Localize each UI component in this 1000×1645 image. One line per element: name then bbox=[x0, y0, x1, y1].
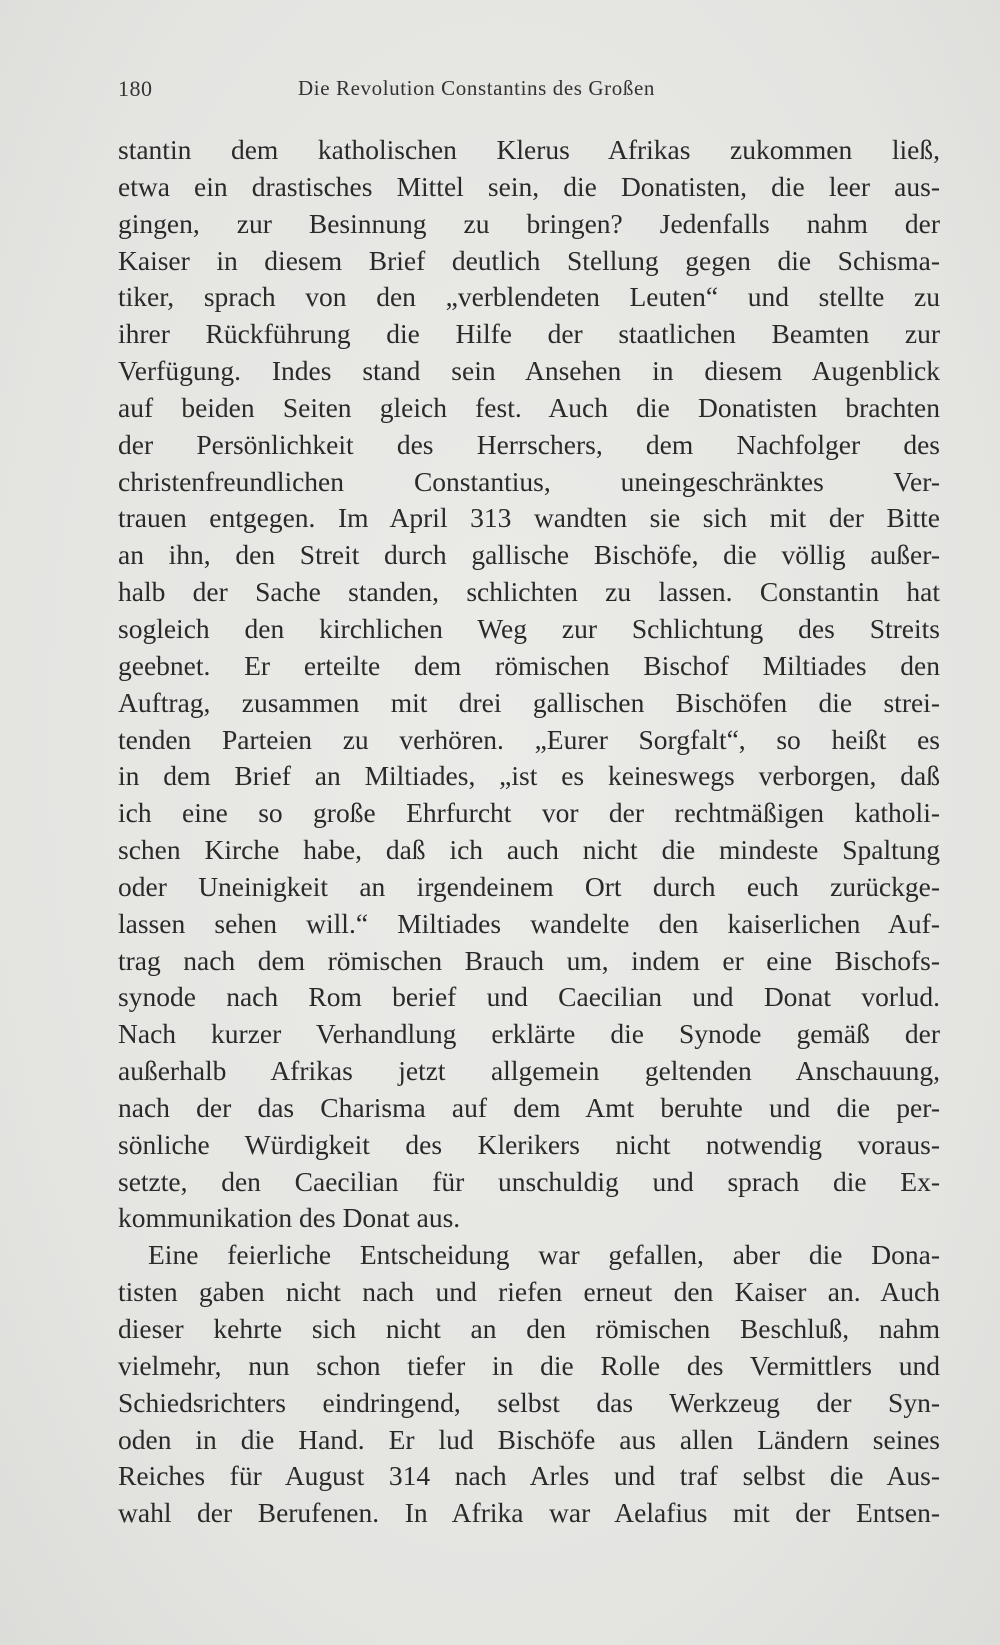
text-line: auf beiden Seiten gleich fest. Auch die Donatisten brachten bbox=[118, 391, 940, 423]
text-line: Reiches für August 314 nach Arles und traf selbst die Aus- bbox=[118, 1460, 940, 1492]
text-line: gingen, zur Besinnung zu bringen? Jedenfalls nahm der bbox=[118, 207, 940, 239]
running-title: Die Revolution Constantins des Großen bbox=[298, 76, 655, 100]
text-line: stantin dem katholischen Klerus Afrikas zukommen ließ, bbox=[118, 134, 940, 165]
text-line: synode nach Rom berief und Caecilian und Donat vorlud. bbox=[118, 981, 940, 1013]
text-line: Kaiser in diesem Brief deutlich Stellung gegen die Schisma- bbox=[118, 244, 940, 276]
text-line: der Persönlichkeit des Herrschers, dem Nachfolger des bbox=[118, 428, 940, 460]
text-line: setzte, den Caecilian für unschuldig und sprach die Ex- bbox=[118, 1165, 940, 1197]
text-line: trag nach dem römischen Brauch um, indem er eine Bischofs- bbox=[118, 944, 940, 976]
text-line: trauen entgegen. Im April 313 wandten sie sich mit der Bitte bbox=[118, 502, 940, 534]
text-line: Auftrag, zusammen mit drei gallischen Bischöfen die strei- bbox=[118, 686, 940, 718]
text-line: geebnet. Er erteilte dem römischen Bischof Miltiades den bbox=[118, 649, 940, 681]
text-line: Nach kurzer Verhandlung erklärte die Synode gemäß der bbox=[118, 1018, 940, 1050]
text-line: Verfügung. Indes stand sein Ansehen in diesem Augenblick bbox=[118, 355, 940, 387]
text-line: sogleich den kirchlichen Weg zur Schlichtung des Streits bbox=[118, 612, 940, 644]
text-line: tisten gaben nicht nach und riefen erneut den Kaiser an. Auch bbox=[118, 1276, 940, 1308]
page-header bbox=[118, 76, 940, 106]
text-line: lassen sehen will.“ Miltiades wandelte den kaiserlichen Auf- bbox=[118, 907, 940, 939]
text-line: oden in die Hand. Er lud Bischöfe aus allen Ländern seines bbox=[118, 1423, 940, 1455]
text-line: sönliche Würdigkeit des Klerikers nicht notwendig voraus- bbox=[118, 1128, 940, 1160]
text-line: Eine feierliche Entscheidung war gefallen, aber die Dona- bbox=[148, 1239, 940, 1271]
text-line: kommunikation des Donat aus. bbox=[118, 1202, 461, 1234]
text-line: schen Kirche habe, daß ich auch nicht die mindeste Spaltung bbox=[118, 834, 940, 866]
text-line: halb der Sache standen, schlichten zu lassen. Constantin hat bbox=[118, 576, 940, 608]
text-line: Schiedsrichters eindringend, selbst das Werkzeug der Syn- bbox=[118, 1386, 940, 1418]
text-line: nach der das Charisma auf dem Amt beruhte und die per- bbox=[118, 1091, 940, 1123]
text-line: tiker, sprach von den „verblendeten Leuten“ und stellte zu bbox=[118, 281, 940, 313]
body-text bbox=[118, 132, 940, 1532]
text-line: tenden Parteien zu verhören. „Eurer Sorgfalt“, so heißt es bbox=[118, 723, 940, 755]
text-line: ihrer Rückführung die Hilfe der staatlichen Beamten zur bbox=[118, 318, 940, 350]
page-number: 180 bbox=[118, 76, 153, 101]
text-line: oder Uneinigkeit an irgendeinem Ort durch euch zurückge- bbox=[118, 870, 940, 902]
text-line: an ihn, den Streit durch gallische Bischöfe, die völlig außer- bbox=[118, 539, 940, 571]
text-line: christenfreundlichen Constantius, uneingeschränktes Ver- bbox=[118, 465, 940, 497]
text-line: vielmehr, nun schon tiefer in die Rolle des Vermittlers und bbox=[118, 1349, 940, 1381]
text-line: ich eine so große Ehrfurcht vor der rechtmäßigen katholi- bbox=[118, 797, 940, 829]
text-line: etwa ein drastisches Mittel sein, die Donatisten, die leer aus- bbox=[118, 170, 940, 202]
text-line: in dem Brief an Miltiades, „ist es keineswegs verborgen, daß bbox=[118, 760, 940, 792]
text-line: wahl der Berufenen. In Afrika war Aelafius mit der Entsen- bbox=[118, 1497, 940, 1529]
text-line: außerhalb Afrikas jetzt allgemein geltenden Anschauung, bbox=[118, 1055, 940, 1087]
text-line: dieser kehrte sich nicht an den römischen Beschluß, nahm bbox=[118, 1313, 940, 1344]
